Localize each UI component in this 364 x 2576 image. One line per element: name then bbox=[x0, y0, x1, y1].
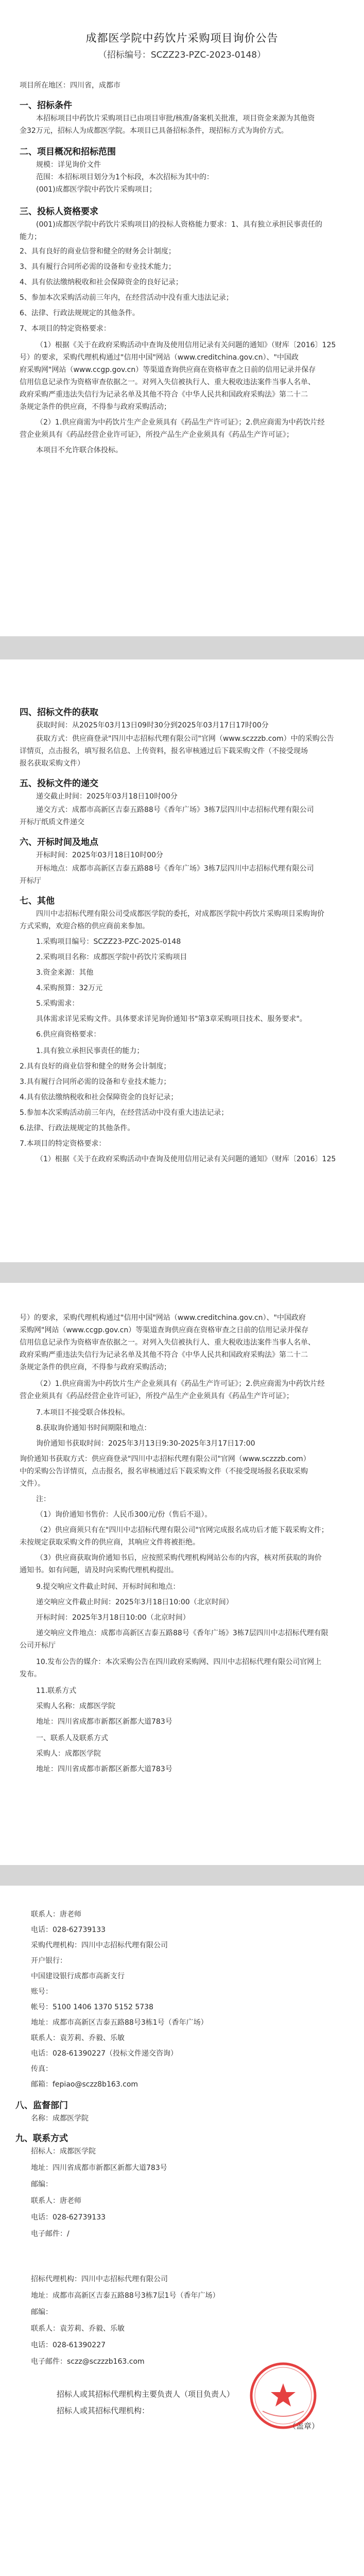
paragraph-line: 文件）。 bbox=[20, 1480, 45, 1488]
signature-line: 招标人或其招标代理机构主要负责人（项目负责人） bbox=[57, 2389, 235, 2399]
paragraph-line: 开标厅纸质文件递交 bbox=[20, 818, 84, 826]
paragraph-line: 详情页，点击报名，填写报名信息、上传资料，报名审核通过后下载采购文件（不接受现场 bbox=[20, 747, 308, 755]
contact-line: 联系人：袁芳莉、乔毅、乐敏 bbox=[31, 2325, 125, 2333]
paragraph-line: 一、联系人及联系方式 bbox=[36, 1734, 108, 1742]
paragraph-line: 获取方式：供应商登录"四川中志招标代理有限公司"官网（www.sczzzb.com）中的采购公告 bbox=[36, 735, 334, 743]
paragraph-line: 营企业须具有《药品经营企业许可证》，所投产品生产企业须具有《药品生产许可证》； bbox=[20, 1392, 293, 1400]
paragraph-line: 地址：四川省成都市新都区新都大道783号 bbox=[36, 1718, 172, 1726]
contact-line: 地址：成都市高新区吉泰五路88号3栋7层1号（香年广场） bbox=[31, 2292, 220, 2300]
contact-line: 电子邮件：/ bbox=[31, 2230, 70, 2238]
paragraph-line: （2）1.供应商需为中药饮片生产企业须具有《药品生产许可证》；2.供应商需为中药饮片经 bbox=[36, 418, 325, 427]
paragraph-line: 1.采购项目编号：SCZZ23-PZC-2025-0148 bbox=[36, 938, 181, 946]
paragraph-line: 条规定条件的供应商，不得参与政府采购活动； bbox=[20, 403, 171, 411]
paragraph-line: 本招标项目中药饮片采购项目已由项目审批/核准/备案机关批准，项目资金来源为其他资 bbox=[36, 114, 315, 123]
contact-line: 联系人：袁芳莉、乔毅、乐敏 bbox=[31, 2034, 125, 2042]
paragraph-line: 询价通知书获取方式：供应商登录"四川中志招标代理有限公司"官网（www.sczzzb.com） bbox=[20, 1455, 310, 1463]
paragraph-line: 本项目不允许联合体投标。 bbox=[36, 446, 123, 454]
contact-line: 电话：028-62739133 bbox=[31, 1926, 106, 1934]
paragraph-line: 四川中志招标代理有限公司受成都医学院的委托，对成都医学院中药饮片采购项目采购询价 bbox=[36, 910, 324, 918]
paragraph-line: 能力； bbox=[20, 233, 41, 241]
paragraph-line: 规模：详见询价文件 bbox=[36, 161, 101, 169]
paragraph-line: 8.获取询价通知书时间期限和地点： bbox=[36, 1424, 151, 1432]
contact-line: 邮编： bbox=[31, 2308, 53, 2316]
paragraph-line: 开标时间：2025年03月18日10时00分 bbox=[36, 851, 163, 859]
page-3 bbox=[0, 1283, 364, 1865]
contact-line: 联系人：唐老师 bbox=[31, 2197, 81, 2205]
official-seal-stamp bbox=[247, 2360, 319, 2432]
paragraph-line: 3.具有履行合同所必需的设备和专业技术能力； bbox=[20, 1078, 171, 1086]
paragraph-line: 递交截止时间：2025年03月18日10时00分 bbox=[36, 792, 178, 801]
paragraph-line: 9.提交响应文件截止时间、开标时间和地点： bbox=[36, 1583, 180, 1591]
paragraph-line: 未按规定获取采购文件的供应商，其响应文件将被拒绝。 bbox=[20, 1538, 200, 1547]
contact-line: 招标代理机构：四川中志招标代理有限公司 bbox=[31, 2275, 168, 2283]
contact-line: 地址：成都市高新区吉泰五路88号3栋1号（香年广场） bbox=[31, 2019, 208, 2027]
page-separator bbox=[0, 636, 364, 659]
page-separator bbox=[0, 1262, 364, 1283]
paragraph-line: 开标时间：2025年3月18日10:00（北京时间） bbox=[36, 1614, 190, 1622]
paragraph-line: 4、具有依法缴纳税收和社会保障资金的良好记录； bbox=[20, 278, 183, 286]
page-2 bbox=[0, 659, 364, 1262]
page-1 bbox=[0, 0, 364, 636]
paragraph-line: 府采购网"网站（www.ccgp.gov.cn）等渠道查询供应商在资格审查之日前的信用记录并保存 bbox=[20, 366, 316, 374]
section-heading: 九、联系方式 bbox=[15, 2133, 68, 2144]
contact-line: 中国建设银行成都市高新支行 bbox=[31, 1972, 125, 1980]
contact-line: 电话：028-61390227（投标文件递交咨询） bbox=[31, 2049, 178, 2058]
paragraph-line: 递交响应文件地点：成都市高新区吉泰五路88号《香年广场》3栋7层四川中志招标代理有限 bbox=[36, 1629, 328, 1637]
contact-line: 电子邮件：sczz@sczzzb163.com bbox=[31, 2358, 145, 2366]
paragraph-line: 5、参加本次采购活动前三年内，在经营活动中没有重大违法记录； bbox=[20, 294, 233, 302]
paragraph-line: 方式采购，欢迎合格的供应商前来参加。 bbox=[20, 922, 149, 930]
contact-line: 开户银行： bbox=[31, 1957, 67, 1965]
paragraph-line: 信用信息记录作为资格审查依据之一。对列入失信被执行人、重大税收违法案件当事人名单、 bbox=[20, 378, 315, 386]
paragraph-line: 5.采购需求： bbox=[36, 999, 79, 1008]
paragraph-line: 获取时间：从2025年03月13日09时30分到2025年03月17日17时00分 bbox=[36, 721, 269, 730]
paragraph-line: 3、具有履行合同所必需的设备和专业技术能力； bbox=[20, 263, 176, 271]
paragraph-line: 采购网"网站（www.ccgp.gov.cn）等渠道查询供应商在资格审查之日前的信用记录并保存 bbox=[20, 1326, 309, 1334]
paragraph-line: 政府采购严重违法失信行为记录名单及其他不符合《中华人民共和国政府采购法》第二十二 bbox=[20, 1351, 308, 1359]
paragraph-line: （2）供应商须只有在"四川中志招标代理有限公司"官网完成报名成功后才能下载采购文件； bbox=[36, 1526, 328, 1534]
supervisor-name: 名称：成都医学院 bbox=[31, 2114, 89, 2123]
paragraph-line: 2、具有良好的商业信誉和健全的财务会计制度； bbox=[20, 247, 176, 256]
contact-line: 邮箱：fepiao@sczz8b163.com bbox=[31, 2080, 138, 2089]
paragraph-line: 范围：本招标项目划分为1个标段，本次招标为其中的： bbox=[36, 173, 214, 181]
paragraph-line: 2.采购项目名称：成都医学院中药饮片采购项目 bbox=[36, 953, 187, 961]
paragraph-line: 通知书。如有问题，请及时向采购代理机构提出。 bbox=[20, 1566, 178, 1574]
paragraph-line: 报名获取采购文件） bbox=[20, 759, 84, 768]
paragraph-line: 7.本项目的特定资格要求： bbox=[20, 1140, 106, 1148]
paragraph-line: 采购人名称：成都医学院 bbox=[36, 1702, 115, 1710]
paragraph-line: 注： bbox=[36, 1495, 50, 1503]
paragraph-line: 10.发布公告的媒介：本次采购公告在四川政府采购网、四川中志招标代理有限公司官网上 bbox=[36, 1658, 322, 1666]
paragraph-line: 询价通知书获取时间：2025年3月13日9:30-2025年3月17日17:00 bbox=[36, 1439, 255, 1448]
project-number: （招标编号：SCZZ23-PZC-2023-0148） bbox=[98, 50, 266, 60]
page-4 bbox=[0, 1886, 364, 2576]
paragraph-line: 4.具有依法缴纳税收和社会保障资金的良好记录； bbox=[20, 1093, 178, 1101]
contact-line: 电话：028-61390227 bbox=[31, 2341, 106, 2349]
paragraph-line: 6.法律、行政法规规定的其他条件。 bbox=[20, 1124, 135, 1132]
paragraph-line: 6、法律、行政法规规定的其他条件。 bbox=[20, 309, 140, 317]
paragraph-line: 发布。 bbox=[20, 1670, 41, 1679]
contact-line: 帐号：5100 1406 1370 5152 5738 bbox=[31, 2003, 153, 2011]
contact-line: 采购代理机构：四川中志招标代理有限公司 bbox=[31, 1941, 168, 1950]
paragraph-line: 采购人：成都医学院 bbox=[36, 1750, 101, 1758]
paragraph-line: 号）的要求，采购代理机构通过"信用中国"网站（www.creditchina.gov.cn）、"中国政府 bbox=[20, 1314, 306, 1322]
section-heading: 三、投标人资格要求 bbox=[20, 207, 98, 217]
paragraph-line: 公司开标厅 bbox=[20, 1641, 56, 1650]
paragraph-line: 3.资金来源：其他 bbox=[36, 969, 94, 977]
paragraph-line: 2.具有良好的商业信誉和健全的财务会计制度； bbox=[20, 1062, 171, 1071]
section-heading: 五、投标文件的递交 bbox=[20, 778, 98, 789]
paragraph-line: 递交响应文件截止时间：2025年3月18日10:00（北京时间） bbox=[36, 1598, 233, 1606]
section-heading: 七、其他 bbox=[20, 896, 55, 906]
contact-line: 地址：四川省成都市新都区新都大道783号 bbox=[31, 2164, 167, 2172]
paragraph-line: （2）1.供应商需为中药饮片生产企业须具有《药品生产许可证》；2.供应商需为中药饮片经 bbox=[36, 1380, 325, 1388]
paragraph-line: 政府采购严重违法失信行为记录名单及其他不符合《中华人民共和国政府采购法》第二十二 bbox=[20, 391, 308, 399]
section-heading: 一、招标条件 bbox=[20, 100, 72, 111]
paragraph-line: 11.联系方式 bbox=[36, 1687, 77, 1695]
paragraph-line: 递交方式：成都市高新区吉泰五路88号《香年广场》3栋7层四川中志招标代理有限公司 bbox=[36, 806, 314, 814]
signature-line: 招标人或其招标代理机构： bbox=[57, 2406, 150, 2415]
paragraph-line: 号）的要求，采购代理机构通过"信用中国"网站（www.creditchina.gov.cn）、"中国政 bbox=[20, 353, 299, 362]
contact-line: 联系人：唐老师 bbox=[31, 1910, 81, 1919]
paragraph-line: 金32万元，招标人为成都医学院。本项目已具备招标条件，现招标方式为询价方式。 bbox=[20, 127, 288, 135]
section-heading: 四、招标文件的获取 bbox=[20, 707, 98, 718]
contact-line: 邮编： bbox=[31, 2180, 53, 2189]
paragraph-line: 7、本项目的特定资格要求： bbox=[20, 325, 111, 333]
paragraph-line: 条规定条件的供应商，不得参与政府采购活动； bbox=[20, 1363, 171, 1371]
paragraph-line: （1）根据《关于在政府采购活动中查询及使用信用记录有关问题的通知》（财库〔2016〕125 bbox=[36, 1155, 336, 1163]
paragraph-line: 开标厅 bbox=[20, 877, 41, 885]
paragraph-line: (001)成都医学院中药饮片采购项目)的投标人资格能力要求：1、具有独立承担民事责任的 bbox=[36, 221, 323, 229]
page-title: 成都医学院中药饮片采购项目询价公告 bbox=[85, 32, 279, 44]
paragraph-line: （1）根据《关于在政府采购活动中查询及使用信用记录有关问题的通知》（财库〔2016〕125 bbox=[36, 341, 336, 349]
paragraph-line: 地址：四川省成都市新都区新都大道783号 bbox=[36, 1765, 172, 1773]
paragraph-line: （3）供应商获取询价通知书后，应按照采购代理机构网站公布的内容，核对所获取的询价 bbox=[36, 1554, 322, 1562]
paragraph-line: 信用信息记录作为资格审查依据之一。对列入失信被执行人、重大税收违法案件当事人名单、 bbox=[20, 1338, 315, 1347]
contact-line: 传真： bbox=[31, 2065, 53, 2073]
paragraph-line: 开标地点：成都市高新区吉泰五路88号《香年广场》3栋7层四川中志招标代理有限公司 bbox=[36, 865, 314, 873]
paragraph-line: 6.供应商资格要求： bbox=[36, 1030, 101, 1039]
contact-line: 账号： bbox=[31, 1988, 53, 1996]
contact-line: 电话：028-62739133 bbox=[31, 2213, 106, 2222]
section-heading: 八、监督部门 bbox=[15, 2100, 68, 2111]
paragraph-line: (001)成都医学院中药饮片采购项目； bbox=[36, 185, 157, 194]
contact-line: 招标人：成都医学院 bbox=[31, 2147, 96, 2156]
paragraph-line: 4.采购预算：32万元 bbox=[36, 984, 103, 992]
paragraph-line: 中的采购公告详情页，点击报名，报名审核通过后下载采购文件（不接受现场报名获取采购 bbox=[20, 1467, 308, 1476]
page-separator bbox=[0, 1865, 364, 1886]
paragraph-line: 1.具有独立承担民事责任的能力； bbox=[36, 1047, 144, 1055]
signature-line: （盖章） bbox=[288, 2421, 320, 2431]
section-heading: 二、项目概况和招标范围 bbox=[20, 147, 116, 157]
location: 项目所在地区：四川省，成都市 bbox=[20, 81, 120, 90]
paragraph-line: 营企业须具有《药品经营企业许可证》，所投产品生产企业须具有《药品生产许可证》； bbox=[20, 431, 293, 439]
section-heading: 六、开标时间及地点 bbox=[20, 837, 98, 848]
paragraph-line: 5.参加本次采购活动前三年内，在经营活动中没有重大违法记录； bbox=[20, 1109, 229, 1117]
paragraph-line: 具体需求详见采购文件。具体要求详见询价通知书"第3章采购项目技术、服务要求"。 bbox=[36, 1015, 307, 1023]
paragraph-line: （1）询价通知书售价：人民币300元/份（售后不退）。 bbox=[36, 1511, 212, 1519]
paragraph-line: 7.本项目不接受联合体投标。 bbox=[36, 1409, 130, 1417]
